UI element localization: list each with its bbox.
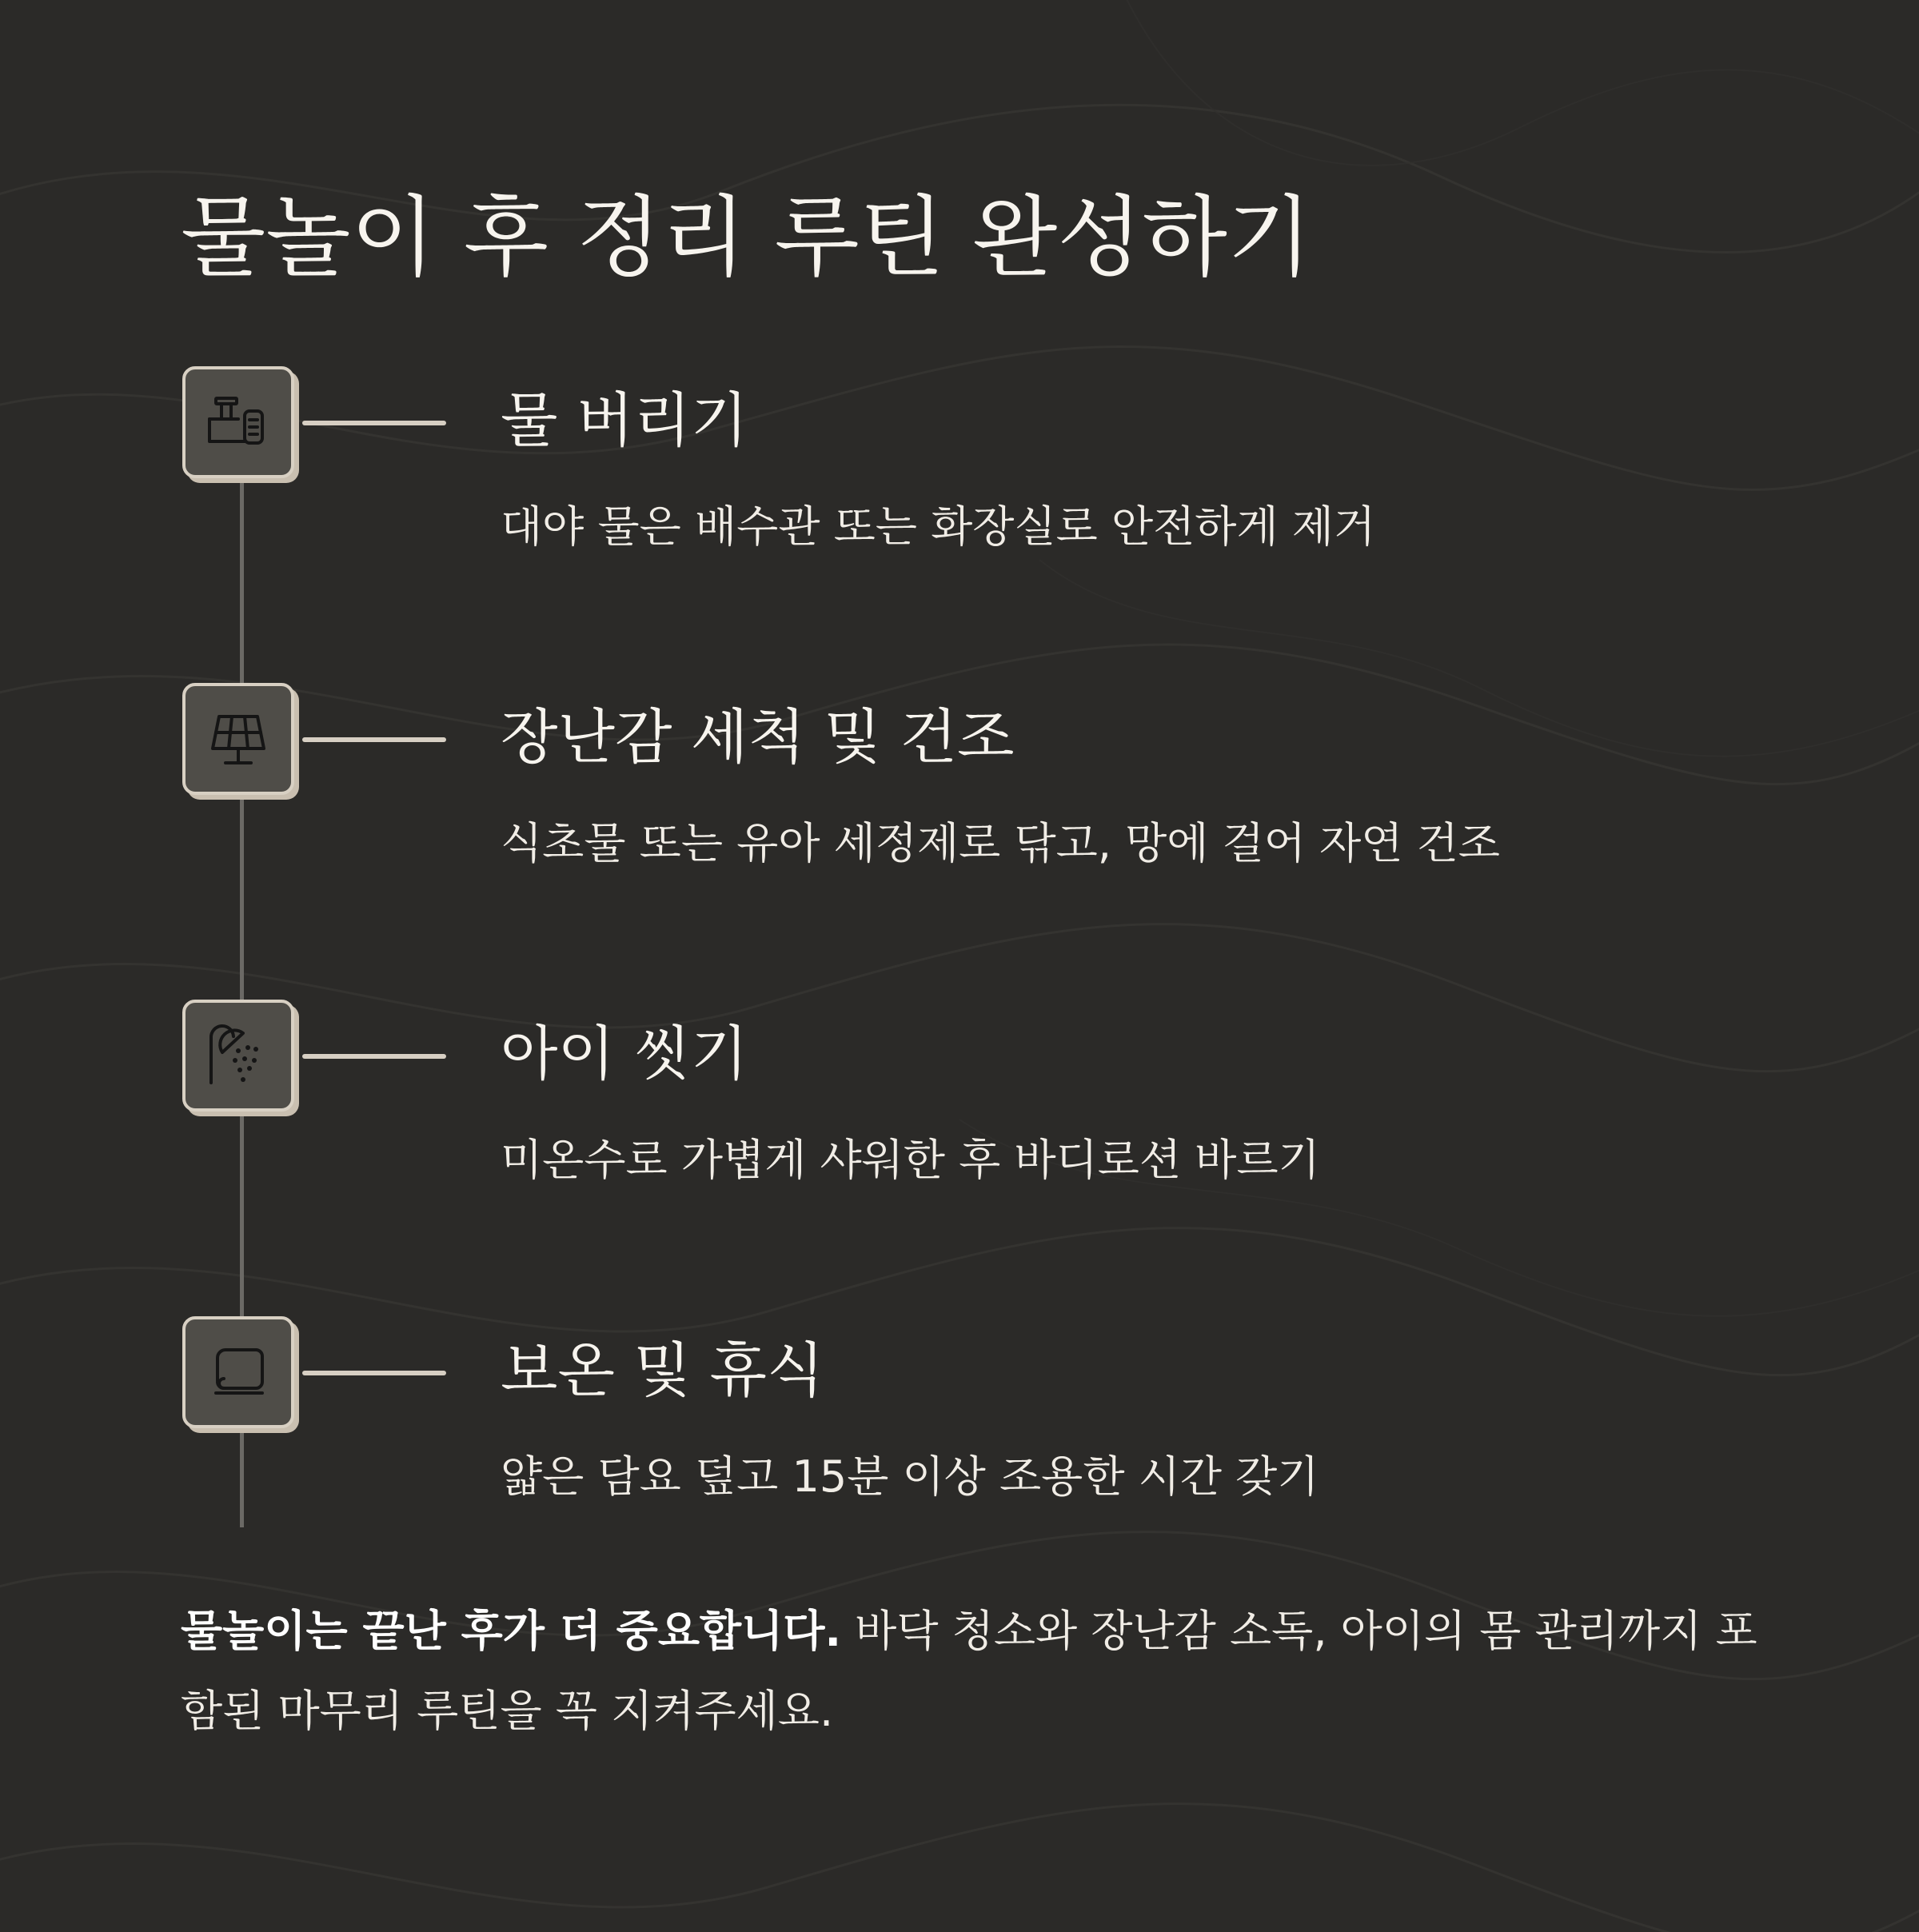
shower-icon <box>198 1016 278 1096</box>
page-title: 물놀이 후 정리 루틴 완성하기 <box>181 186 1312 289</box>
step-connector <box>302 1054 446 1059</box>
step-warmth-rest <box>0 1316 1919 1508</box>
step-description: 식초물 또는 유아 세정제로 닦고, 망에 걸어 자연 건조 <box>501 818 1500 868</box>
step-connector <box>302 1371 446 1375</box>
step-title: 장난감 세척 및 건조 <box>501 703 1015 772</box>
step-icon-box <box>182 683 294 795</box>
footer-note <box>181 1591 1764 1751</box>
step-toy-cleaning <box>0 683 1919 875</box>
step-icon-box <box>182 1316 294 1428</box>
step-description: 얇은 담요 덮고 15분 이상 조용한 시간 갖기 <box>501 1451 1319 1502</box>
footer-body: 바닥 청소와 장난감 소독, 아이의 몸 관리까지 포함된 마무리 루틴을 꼭 지켜주세요. <box>181 1606 1757 1736</box>
water-drain-icon <box>198 382 278 462</box>
step-description: 대야 물은 배수관 또는 화장실로 안전하게 제거 <box>501 501 1376 552</box>
footer-lead: 물놀이는 끝난 후가 더 중요합니다. <box>181 1606 842 1656</box>
step-title: 물 버리기 <box>501 386 748 455</box>
step-water-disposal <box>0 366 1919 558</box>
step-title: 보온 및 휴식 <box>501 1336 824 1405</box>
step-description: 미온수로 가볍게 샤워한 후 바디로션 바르기 <box>501 1135 1320 1185</box>
step-title: 아이 씻기 <box>501 1020 748 1088</box>
blanket-icon <box>198 1332 278 1412</box>
step-child-bathing <box>0 1000 1919 1192</box>
step-connector <box>302 737 446 742</box>
step-icon-box <box>182 366 294 478</box>
drying-rack-icon <box>198 699 278 779</box>
step-icon-box <box>182 1000 294 1112</box>
step-connector <box>302 421 446 425</box>
